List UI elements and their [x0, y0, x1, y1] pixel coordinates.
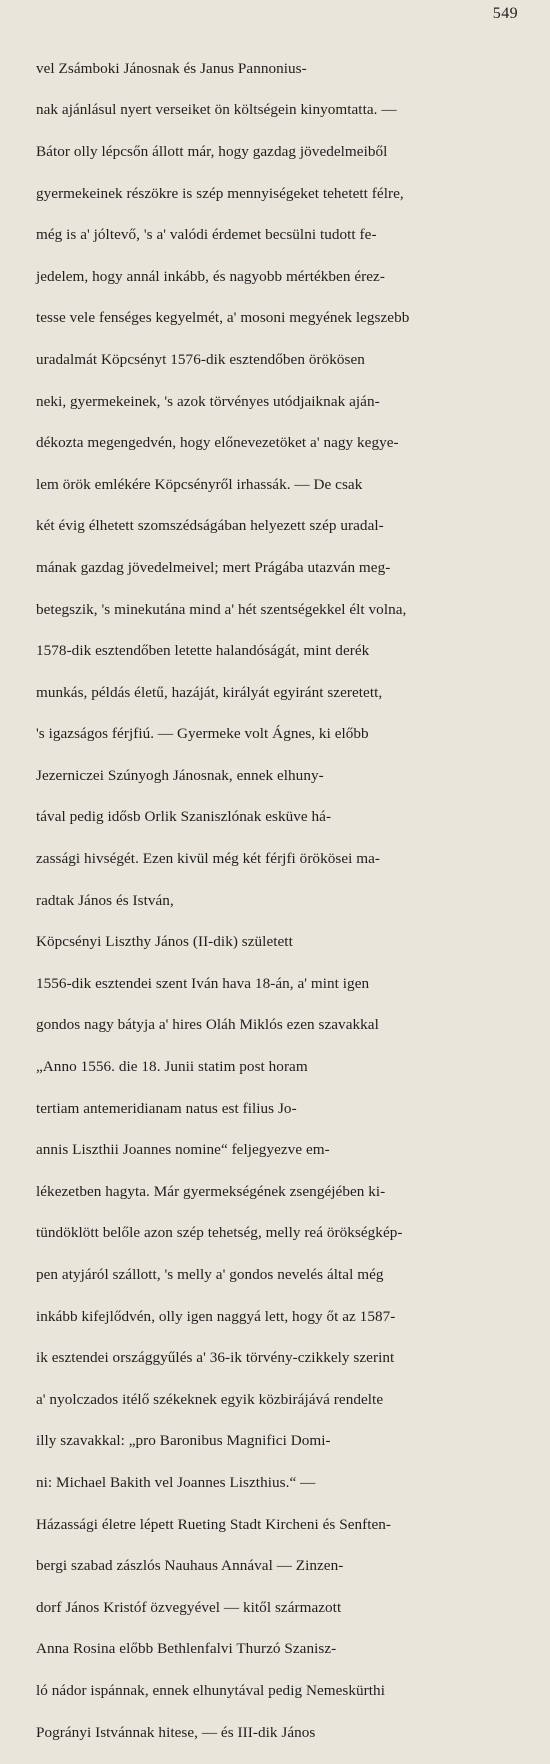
text-line-24: gondos nagy bátyja a' hires Oláh Miklós ezen szavakkal: [36, 1016, 379, 1034]
text-line-18: Jezerniczei Szúnyogh Jánosnak, ennek elhuny-: [36, 766, 324, 784]
text-line-39: Anna Rosina előbb Bethlenfalvi Thurzó Szanisz-: [36, 1640, 337, 1658]
page-body-text: [36, 38, 522, 1764]
text-line-12: két évig élhetett szomszédságában helyezett szép uradal-: [36, 517, 384, 535]
text-line-5: még is a' jóltevő, 's a' valódi érdemet becsülni tudott fe-: [36, 226, 377, 244]
text-line-13: mának gazdag jövedelmeivel; mert Prágába utazván meg-: [36, 558, 391, 576]
text-line-20: zassági hivségét. Ezen kivül még két férjfi örökösei ma-: [36, 850, 380, 868]
text-line-35: ni: Michael Bakith vel Joannes Liszthius.“ —: [36, 1473, 316, 1491]
text-line-41: Pogrányi Istvánnak hitese, — és III-dik János: [36, 1723, 316, 1741]
text-line-17: 's igazságos férjfiú. — Gyermeke volt Ágnes, ki előbb: [36, 725, 369, 743]
text-line-10: dékozta megengedvén, hogy előnevezetöket a' nagy kegye-: [36, 434, 399, 452]
text-line-40: ló nádor ispánnak, ennek elhunytával pedig Nemeskürthi: [36, 1681, 385, 1699]
text-line-21: radtak János és István,: [36, 891, 174, 909]
text-line-34: illy szavakkal: „pro Baronibus Magnifici Domi-: [36, 1432, 331, 1450]
text-line-14: betegszik, 's minekutána mind a' hét szentségekkel élt volna,: [36, 600, 407, 618]
text-line-30: pen atyjáról szállott, 's melly a' gondos nevelés által még: [36, 1266, 384, 1284]
text-line-27: annis Liszthii Joannes nomine“ feljegyezve em-: [36, 1141, 330, 1159]
text-line-11: lem örök emlékére Köpcsényről irhassák. — De csak: [36, 475, 363, 493]
text-line-19: tával pedig idősb Orlik Szaniszlónak esküve há-: [36, 808, 332, 826]
text-line-29: tündöklött belőle azon szép tehetség, melly reá örökségkép-: [36, 1224, 403, 1242]
text-line-1: vel Zsámboki Jánosnak és Janus Pannonius-: [36, 59, 307, 77]
text-line-31: inkább kifejlődvén, olly igen naggyá lett, hogy őt az 1587-: [36, 1307, 396, 1325]
text-line-25: „Anno 1556. die 18. Junii statim post horam: [36, 1058, 308, 1076]
text-line-9: neki, gyermekeinek, 's azok törvényes utódjaiknak aján-: [36, 392, 380, 410]
text-line-36: Házassági életre lépett Rueting Stadt Kircheni és Senften-: [36, 1515, 392, 1533]
page-number: 549: [492, 5, 518, 22]
text-line-15: 1578-dik esztendőben letette halandóságát, mint derék: [36, 642, 370, 660]
text-line-33: a' nyolczados itélő székeknek egyik közbirájává rendelte: [36, 1390, 384, 1408]
text-line-8: uradalmát Köpcsényt 1576-dik esztendőben örökösen: [36, 350, 365, 368]
text-line-16: munkás, példás életű, hazáját, királyát egyiránt szeretett,: [36, 683, 383, 701]
text-line-26: tertiam antemeridianam natus est filius Jo-: [36, 1099, 297, 1117]
text-line-3: Bátor olly lépcsőn állott már, hogy gazdag jövedelmeiből: [36, 142, 388, 160]
text-line-7: tesse vele fenséges kegyelmét, a' mosoni megyének legszebb: [36, 309, 410, 327]
text-line-38: dorf János Kristóf özvegyével — kitől származott: [36, 1598, 342, 1616]
text-line-22: Köpcsényi Liszthy János (II-dik) született: [36, 933, 293, 951]
text-line-23: 1556-dik esztendei szent Iván hava 18-án, a' mint igen: [36, 974, 370, 992]
text-line-6: jedelem, hogy annál inkább, és nagyobb mértékben érez-: [36, 267, 385, 285]
text-line-4: gyermekeinek részökre is szép mennyiségeket tehetett félre,: [36, 184, 404, 202]
text-line-2: nak ajánlásul nyert verseiket ön költségein kinyomtatta. —: [36, 101, 397, 119]
text-line-37: bergi szabad zászlós Nauhaus Annával — Zinzen-: [36, 1557, 344, 1575]
text-line-28: lékezetben hagyta. Már gyermekségének zsengéjében ki-: [36, 1182, 386, 1200]
text-line-32: ik esztendei országgyűlés a' 36-ik törvény-czikkely szerint: [36, 1349, 395, 1367]
